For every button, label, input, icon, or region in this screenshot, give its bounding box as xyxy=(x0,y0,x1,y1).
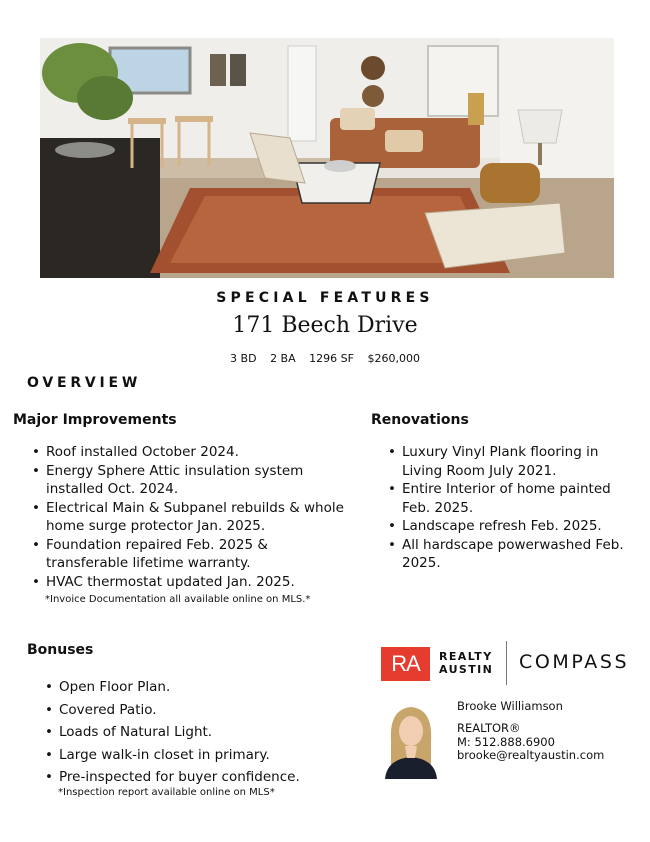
agent-name: Brooke Williamson xyxy=(457,699,563,713)
property-facts xyxy=(0,352,650,365)
list-item: • Roof installed October 2024. xyxy=(32,443,352,462)
realty-austin-line2: AUSTIN xyxy=(439,663,494,676)
major-improvements-list xyxy=(32,443,352,591)
inspection-note: *Inspection report available online on MLS* xyxy=(58,787,275,798)
property-address: 171 Beech Drive xyxy=(232,313,418,338)
price-fact: $260,000 xyxy=(367,352,420,365)
list-item: • Foundation repaired Feb. 2025 & transferable lifetime warranty. xyxy=(32,536,352,573)
agent-email: brooke@realtyaustin.com xyxy=(457,748,605,762)
list-item: • Large walk-in closet in primary. xyxy=(45,744,365,767)
list-item: • Electrical Main & Subpanel rebuilds & whole home surge protector Jan. 2025. xyxy=(32,499,352,536)
square-feet-fact: 1296 SF xyxy=(309,352,354,365)
bonuses-list xyxy=(45,676,365,789)
major-improvements-title: Major Improvements xyxy=(13,412,177,428)
agent-phone: M: 512.888.6900 xyxy=(457,734,555,749)
special-features-heading: SPECIAL FEATURES xyxy=(216,290,434,306)
list-item: • Entire Interior of home painted Feb. 2025. xyxy=(388,480,633,517)
renovations-list xyxy=(388,443,633,573)
list-item: • All hardscape powerwashed Feb. 2025. xyxy=(388,536,633,573)
list-item: • Pre-inspected for buyer confidence. xyxy=(45,766,365,789)
list-item: • Open Floor Plan. xyxy=(45,676,365,699)
realty-austin-logo-mark: RA xyxy=(381,647,430,681)
list-item: • HVAC thermostat updated Jan. 2025. xyxy=(32,573,352,592)
realty-austin-line1: REALTY xyxy=(439,650,493,663)
hero-living-room-photo xyxy=(40,38,614,278)
overview-heading: OVERVIEW xyxy=(27,375,142,391)
agent-photo xyxy=(381,701,441,779)
compass-logo: COMPASS xyxy=(519,651,630,673)
agent-contact xyxy=(457,722,604,763)
list-item: • Landscape refresh Feb. 2025. xyxy=(388,517,633,536)
realty-austin-wordmark xyxy=(439,650,493,676)
brand-logos xyxy=(381,645,631,683)
bathrooms-fact: 2 BA xyxy=(270,352,296,365)
bonuses-title: Bonuses xyxy=(27,642,94,658)
renovations-title: Renovations xyxy=(371,412,469,428)
list-item: • Covered Patio. xyxy=(45,699,365,722)
invoice-note: *Invoice Documentation all available online on MLS.* xyxy=(45,594,311,605)
bedrooms-fact: 3 BD xyxy=(230,352,257,365)
agent-title: REALTOR® xyxy=(457,721,521,735)
list-item: • Luxury Vinyl Plank flooring in Living Room July 2021. xyxy=(388,443,633,480)
list-item: • Loads of Natural Light. xyxy=(45,721,365,744)
list-item: • Energy Sphere Attic insulation system installed Oct. 2024. xyxy=(32,462,352,499)
logo-divider xyxy=(506,641,507,685)
